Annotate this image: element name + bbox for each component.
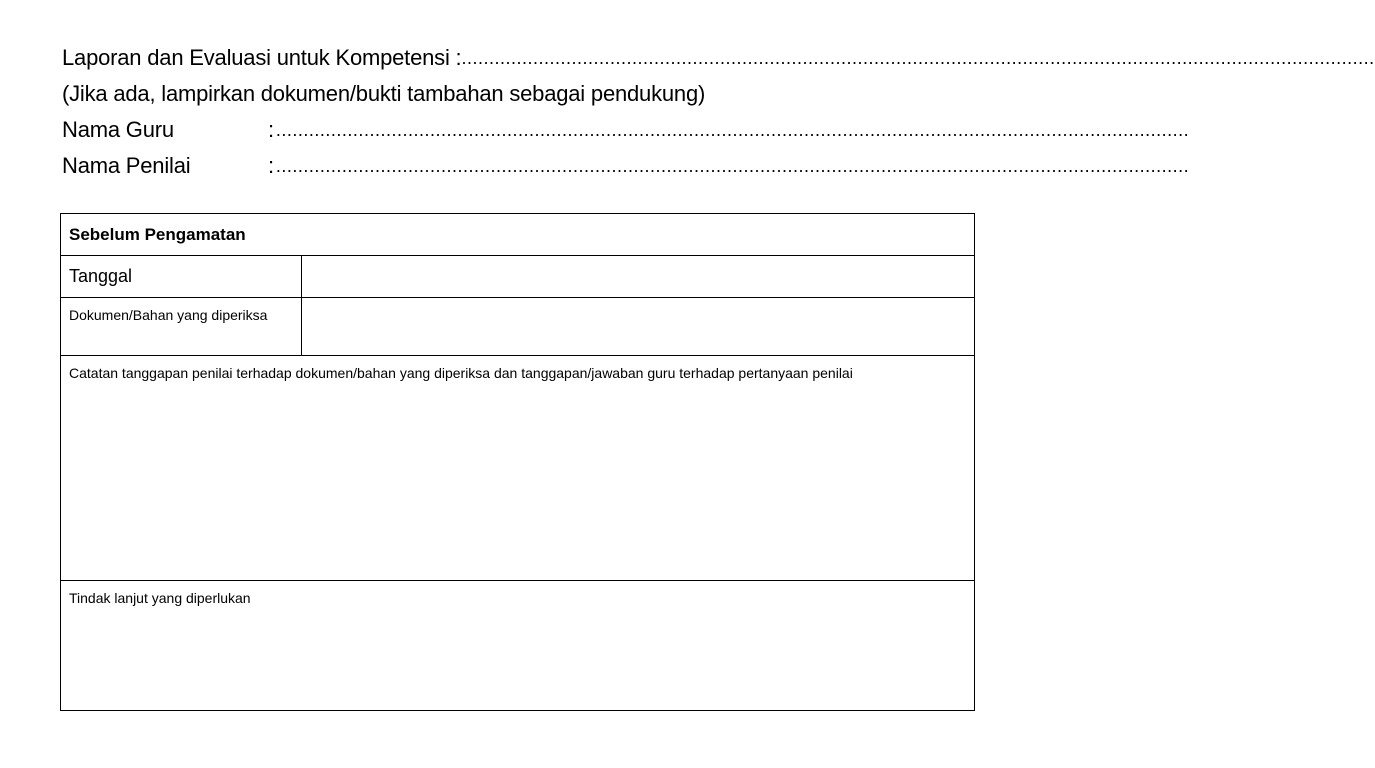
follow-up-row bbox=[61, 581, 975, 711]
competency-fill-dots[interactable]: ...................................................................................................................................................................... bbox=[461, 48, 1375, 68]
pre-observation-form bbox=[60, 213, 975, 711]
section-title-row bbox=[61, 214, 975, 256]
date-row bbox=[61, 256, 975, 298]
assessor-name-fill-dots[interactable]: ...................................................................................................................................................................... bbox=[275, 156, 1190, 176]
assessor-name-colon: : bbox=[268, 153, 274, 178]
competency-label: Laporan dan Evaluasi untuk Kompetensi : bbox=[62, 45, 462, 70]
documents-row bbox=[61, 298, 975, 356]
teacher-name-fill-dots[interactable]: ...................................................................................................................................................................... bbox=[275, 120, 1190, 140]
report-header bbox=[62, 40, 1375, 184]
section-title: Sebelum Pengamatan bbox=[61, 214, 975, 256]
attachment-note-line bbox=[62, 76, 972, 112]
notes-label: Catatan tanggapan penilai terhadap dokumen/bahan yang diperiksa dan tanggapan/jawaban guru terhadap pertanyaan penilai bbox=[69, 365, 853, 381]
notes-row bbox=[61, 356, 975, 581]
date-field[interactable] bbox=[302, 256, 975, 298]
documents-field[interactable] bbox=[302, 298, 975, 356]
follow-up-field[interactable] bbox=[61, 581, 975, 711]
teacher-name-colon: : bbox=[268, 117, 274, 142]
assessor-name-label: Nama Penilai bbox=[62, 153, 191, 178]
date-label: Tanggal bbox=[61, 256, 302, 298]
notes-field[interactable] bbox=[61, 356, 975, 581]
competency-line bbox=[62, 40, 1375, 76]
teacher-name-line bbox=[62, 112, 1190, 148]
teacher-name-label: Nama Guru bbox=[62, 117, 174, 142]
follow-up-label: Tindak lanjut yang diperlukan bbox=[69, 590, 251, 606]
documents-label: Dokumen/Bahan yang diperiksa bbox=[61, 298, 302, 356]
assessor-name-line bbox=[62, 148, 1190, 184]
attachment-note: (Jika ada, lampirkan dokumen/bukti tambahan sebagai pendukung) bbox=[62, 81, 706, 106]
